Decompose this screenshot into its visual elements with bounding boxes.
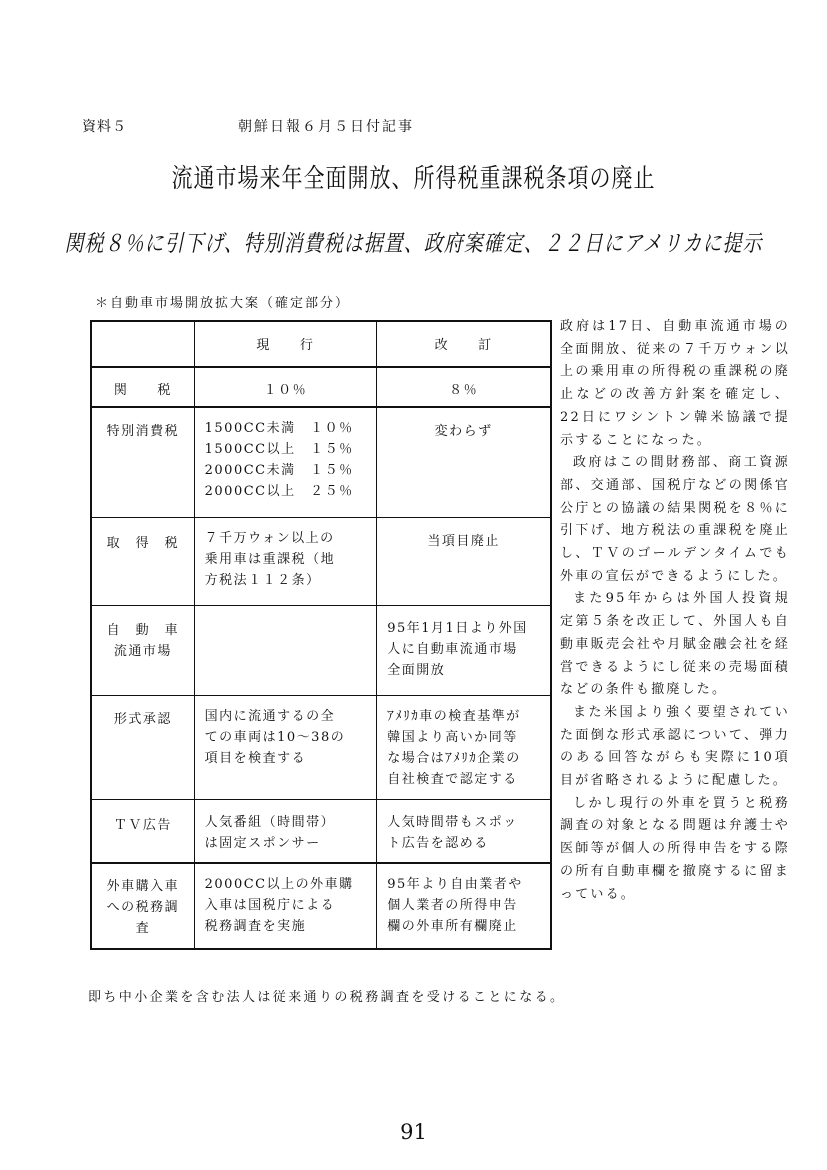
table-row	[91, 695, 551, 799]
header-cell-current: 現 行	[194, 321, 377, 367]
table-header-row	[91, 321, 551, 367]
row-item: 関 税	[91, 367, 194, 407]
row-revised: ｱﾒﾘｶ車の検査基準が 韓国より高いか同等 な場合はｱﾒﾘｶ企業の 自社検査で認定する	[377, 695, 551, 799]
row-revised: 95年1月1日より外国 人に自動車流通市場 全面開放	[377, 605, 551, 695]
row-revised: 当項目廃止	[377, 517, 551, 605]
row-item: 形式承認	[91, 695, 194, 799]
headline: 流通市場来年全面開放、所得税重課税条項の廃止	[171, 163, 656, 193]
row-item: 自 動 車 流通市場	[91, 605, 194, 695]
body-paragraph: また95年からは外国人投資規定第５条を改正して、外国人も自動車販売会社や月賦金融会社を経営できるようにし従来の売場面積などの条件も撤廃した。	[560, 591, 790, 698]
table-row	[91, 367, 551, 407]
table-row	[91, 863, 551, 949]
body-paragraph: また米国より強く要望されていた面倒な形式承認について、弾力のある回答ながらも実際に10項目が省略されるように配慮した。	[560, 704, 790, 789]
table-row	[91, 605, 551, 695]
page-number: 91	[400, 1120, 427, 1144]
row-revised: 95年より自由業者や 個人業者の所得申告 欄の外車所有欄廃止	[377, 863, 551, 949]
row-current: ７千万ウォン以上の 乗用車は重課税（地 方税法１１２条）	[194, 517, 377, 605]
row-revised: 人気時間帯もスポッ ト広告を認める	[377, 799, 551, 863]
row-current: １０％	[194, 367, 377, 407]
row-current	[194, 605, 377, 695]
table-row	[91, 407, 551, 517]
closing-sentence: 即ち中小企業を含む法人は従来通りの税務調査を受けることになる。	[88, 990, 566, 1005]
row-current: 1500CC未満 １０％ 1500CC以上 １５％ 2000CC未満 １５％ 2000CC以上 ２５％	[194, 407, 377, 517]
row-current: 国内に流通するの全 ての車両は10～38の 項目を検査する	[194, 695, 377, 799]
body-paragraph: しかし現行の外車を買うと税務調査の対象となる問題は弁護士や医師等が個人の所得申告をする際の所有自動車欄を撤廃するに留まっている。	[560, 795, 790, 902]
row-revised: ８％	[377, 367, 551, 407]
row-item: ＴＶ広告	[91, 799, 194, 863]
body-paragraph: 政府はこの間財務部、商工資源部、交通部、国税庁などの関係官公庁との協議の結果関税を８％に引下げ、地方税法の重課税を廃止し、ＴＶのゴールデンタイムでも外車の宣伝ができるようにした。	[560, 455, 790, 584]
row-item: 取 得 税	[91, 517, 194, 605]
article-body	[560, 316, 790, 906]
body-paragraph: 政府は17日、自動車流通市場の全面開放、従来の７千万ウォン以上の乗用車の所得税の重課税の廃止などの改善方針案を確定し、22日にワシントン韓米協議で提示することになった。	[560, 319, 790, 448]
header-cell-revised: 改 訂	[377, 321, 551, 367]
row-item: 特別消費税	[91, 407, 194, 517]
subheadline: 関税８％に引下げ、特別消費税は据置、政府案確定、２２日にアメリカに提示	[64, 230, 763, 258]
row-revised: 変わらず	[377, 407, 551, 517]
table-caption: ＊自動車市場開放拡大案（確定部分）	[95, 296, 351, 311]
header-cell-item	[91, 321, 194, 367]
row-current: 人気番組（時間帯） は固定スポンサー	[194, 799, 377, 863]
table-row	[91, 517, 551, 605]
row-current: 2000CC以上の外車購 入車は国税庁による 税務調査を実施	[194, 863, 377, 949]
document-label: 資料５	[82, 119, 127, 135]
row-item: 外車購入車 への税務調 査	[91, 863, 194, 949]
table-row	[91, 799, 551, 863]
comparison-table	[90, 320, 552, 950]
article-source: 朝鮮日報６月５日付記事	[238, 119, 414, 135]
